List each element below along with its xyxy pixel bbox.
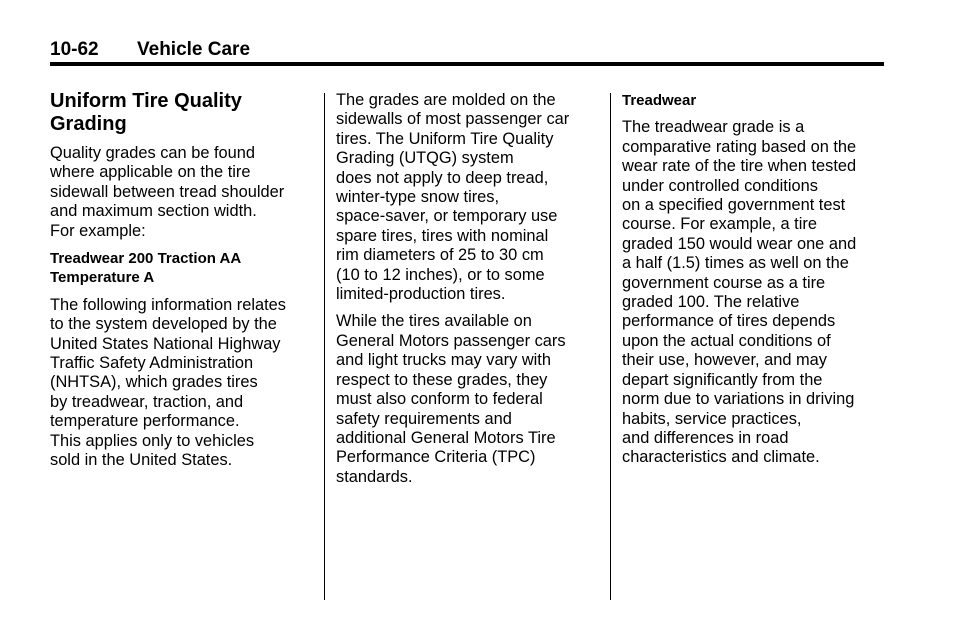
section-title: Uniform Tire Quality Grading bbox=[50, 90, 242, 135]
gm-tires-paragraph: While the tires available on General Motors passenger cars and light trucks may vary with respect to these grades, they must also conform to federal safety requirements and additional General Motors Tire Performance Criteria (TPC) standards. bbox=[336, 312, 566, 486]
section-name: Vehicle Care bbox=[137, 39, 251, 60]
page-number: 10-62 bbox=[50, 39, 99, 60]
header-rule bbox=[50, 62, 884, 66]
nhtsa-paragraph: The following information relates to the system developed by the United States National Highway Traffic Safety Administration (NHTSA), which grades tires by treadwear, traction, and temperature performance. This applies only to vehicles sold in the United States. bbox=[50, 295, 286, 470]
column-2 bbox=[336, 91, 598, 495]
treadwear-paragraph: The treadwear grade is a comparative rating based on the wear rate of the tire when tested under controlled conditions on a specified government test course. For example, a tire graded 150 would wear one and a half (1.5) times as well on the government course as a tire graded 100. The relative performance of tires depends upon the actual conditions of their use, however, and may depart significantly from the norm due to variations in driving habits, service practices, and differences in road characteristics and climate. bbox=[622, 118, 857, 467]
column-divider bbox=[324, 93, 325, 600]
intro-paragraph: Quality grades can be found where applicable on the tire sidewall between tread shoulder and maximum section width. For example: bbox=[50, 144, 285, 240]
column-3 bbox=[622, 91, 884, 476]
treadwear-subheading: Treadwear bbox=[622, 92, 697, 109]
column-divider bbox=[610, 93, 611, 600]
example-subheading: Treadwear 200 Traction AA Temperature A bbox=[50, 250, 242, 287]
grades-molded-paragraph: The grades are molded on the sidewalls of most passenger car tires. The Uniform Tire Quality Grading (UTQG) system does not apply to deep tread, winter-type snow tires, space-saver, or temporary use spare tires, tires with nominal rim diameters of 25 to 30 cm (10 to 12 inches), or to some limited-production tires. bbox=[336, 91, 570, 304]
column-1 bbox=[50, 90, 312, 479]
page-header bbox=[50, 38, 884, 68]
